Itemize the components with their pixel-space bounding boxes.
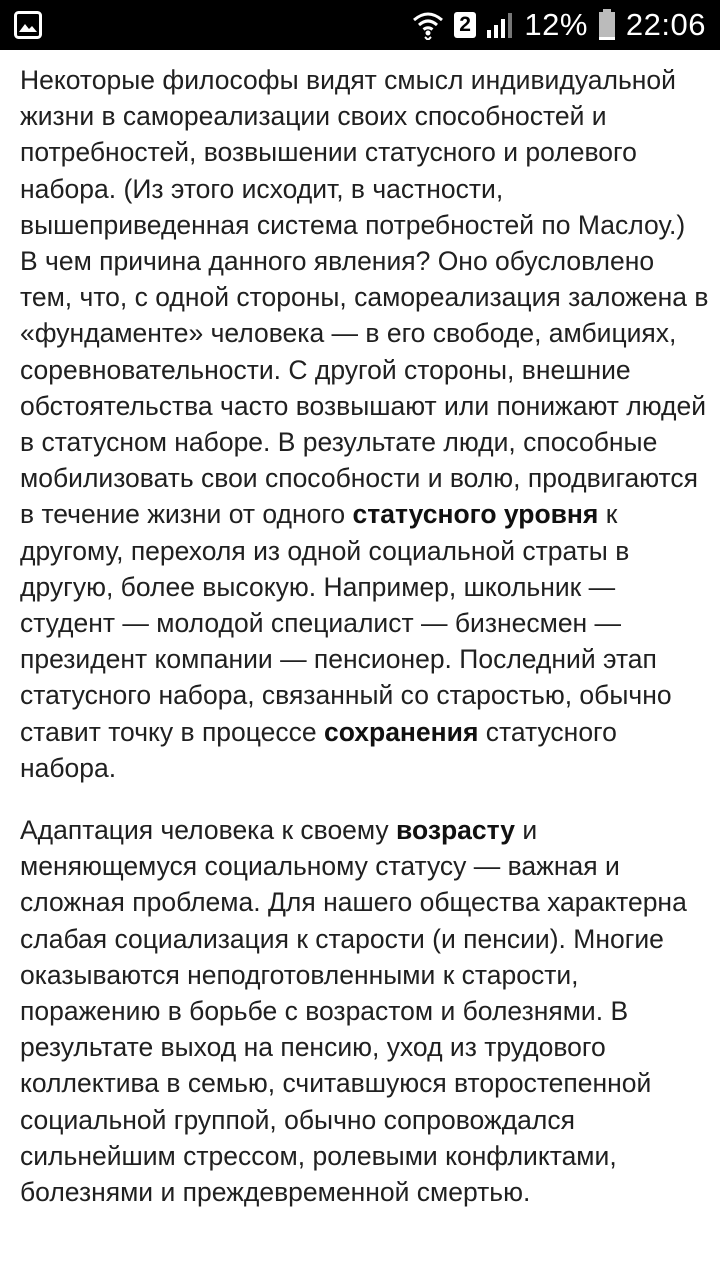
- clock: 22:06: [625, 7, 706, 42]
- battery-percent: 12%: [524, 7, 588, 42]
- battery-icon: [598, 9, 616, 41]
- bold-term: сохранения: [324, 716, 479, 747]
- bold-term: статусного уровня: [352, 499, 599, 530]
- article-paragraph: [20, 812, 710, 1210]
- image-notification-icon: [14, 11, 42, 39]
- status-icons: [412, 0, 706, 50]
- text-run: и меняющемуся социальному статусу — важная и сложная проблема. Для нашего общества характерна слабая социализация к старости (и пенсии). Многие оказываются неподготовленными к старости, поражению в борьбе с возрастом и болезнями. В результате выход на пенсию, уход из трудового коллектива в семью, считавшуюся второстепенной социальной группой, обычно сопровождался сильнейшим стрессом, ролевыми конфликтами, болезнями и преждевременной смертью.: [20, 815, 687, 1208]
- article-text: [20, 62, 710, 1236]
- text-run: Некоторые философы видят смысл индивидуальной жизни в самореализации своих способностей и потребностей, возвышении статусного и ролевого набора. (Из этого исходит, в частности, вышеприведенная система потребностей по Маслоу.) В чем причина данного явления? Оно обусловлено тем, что, с одной стороны, самореализация заложена в «фундаменте» человека — в его свободе, амбициях, соревновательности. С другой стороны, внешние обстоятельства часто возвышают или понижают людей в статусном наборе. В результате люди, способные мобилизовать свои способности и волю, продвигаются в течение жизни от одного: [20, 65, 709, 530]
- bold-term: возрасту: [396, 815, 516, 846]
- text-run: статусного набора.: [20, 716, 617, 783]
- sim-2-icon: 2: [454, 12, 476, 38]
- text-run: Адаптация человека к своему: [20, 815, 397, 846]
- article-paragraph: [20, 62, 710, 786]
- wifi-icon: [412, 10, 444, 40]
- text-run: к другому, перехоля из одной социальной страты в другую, более высокую. Например, школьник — студент — молодой специалист — бизнесмен — президент компании — пенсионер. Последний этап статусного набора, связанный со старостью, обычно ставит точку в процессе: [20, 499, 672, 747]
- status-bar: [0, 0, 720, 50]
- cellular-signal-icon: [486, 12, 514, 38]
